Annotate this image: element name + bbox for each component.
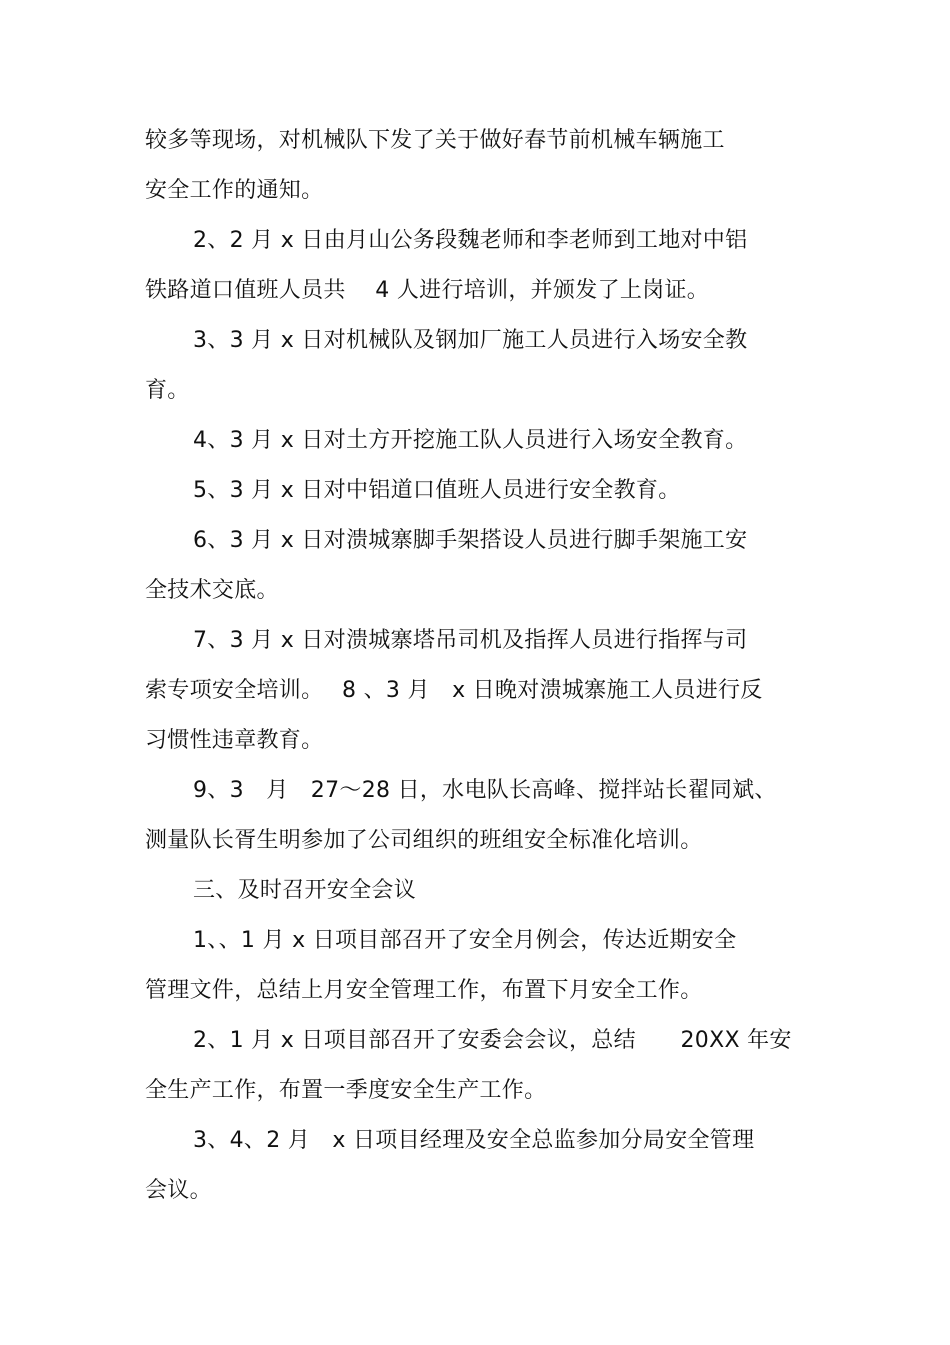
text-line: 4、3 月 x 日对土方开挖施工队人员进行入场安全教育。 [193, 428, 748, 453]
text-line: 2、2 月 x 日由月山公务段魏老师和李老师到工地对中铝 [193, 228, 748, 253]
section-heading: 三、及时召开安全会议 [193, 878, 417, 903]
text-line: 1、、1 月 x 日项目部召开了安全月例会，传达近期安全 [193, 928, 737, 953]
text-line: 安全工作的通知。 [145, 178, 324, 203]
text-line: 2、1 月 x 日项目部召开了安委会会议，总结 20XX 年安 [193, 1028, 792, 1053]
text-line: 索专项安全培训。 8 、3 月 x 日晚对溃城寨施工人员进行反 [145, 678, 763, 703]
text-line: 9、3 月 27～28 日，水电队长高峰、搅拌站长翟同斌、 [193, 778, 777, 803]
text-line: 育。 [145, 378, 190, 403]
text-line: 6、3 月 x 日对溃城寨脚手架搭设人员进行脚手架施工安 [193, 528, 748, 553]
text-line: 习惯性违章教育。 [145, 728, 324, 753]
text-line: 会议。 [145, 1178, 212, 1203]
text-line: 全技术交底。 [145, 578, 279, 603]
text-line: 5、3 月 x 日对中铝道口值班人员进行安全教育。 [193, 478, 681, 503]
text-line: 铁路道口值班人员共 4 人进行培训，并颁发了上岗证。 [145, 278, 710, 303]
text-line: 3、3 月 x 日对机械队及钢加厂施工人员进行入场安全教 [193, 328, 748, 353]
text-line: 全生产工作，布置一季度安全生产工作。 [145, 1078, 547, 1103]
text-line: 3、4、2 月 x 日项目经理及安全总监参加分局安全管理 [193, 1128, 755, 1153]
text-line: 测量队长胥生明参加了公司组织的班组安全标准化培训。 [145, 828, 703, 853]
text-line: 管理文件，总结上月安全管理工作，布置下月安全工作。 [145, 978, 703, 1003]
text-line: 7、3 月 x 日对溃城寨塔吊司机及指挥人员进行指挥与司 [193, 628, 748, 653]
text-line: 较多等现场，对机械队下发了关于做好春节前机械车辆施工 [145, 128, 725, 153]
